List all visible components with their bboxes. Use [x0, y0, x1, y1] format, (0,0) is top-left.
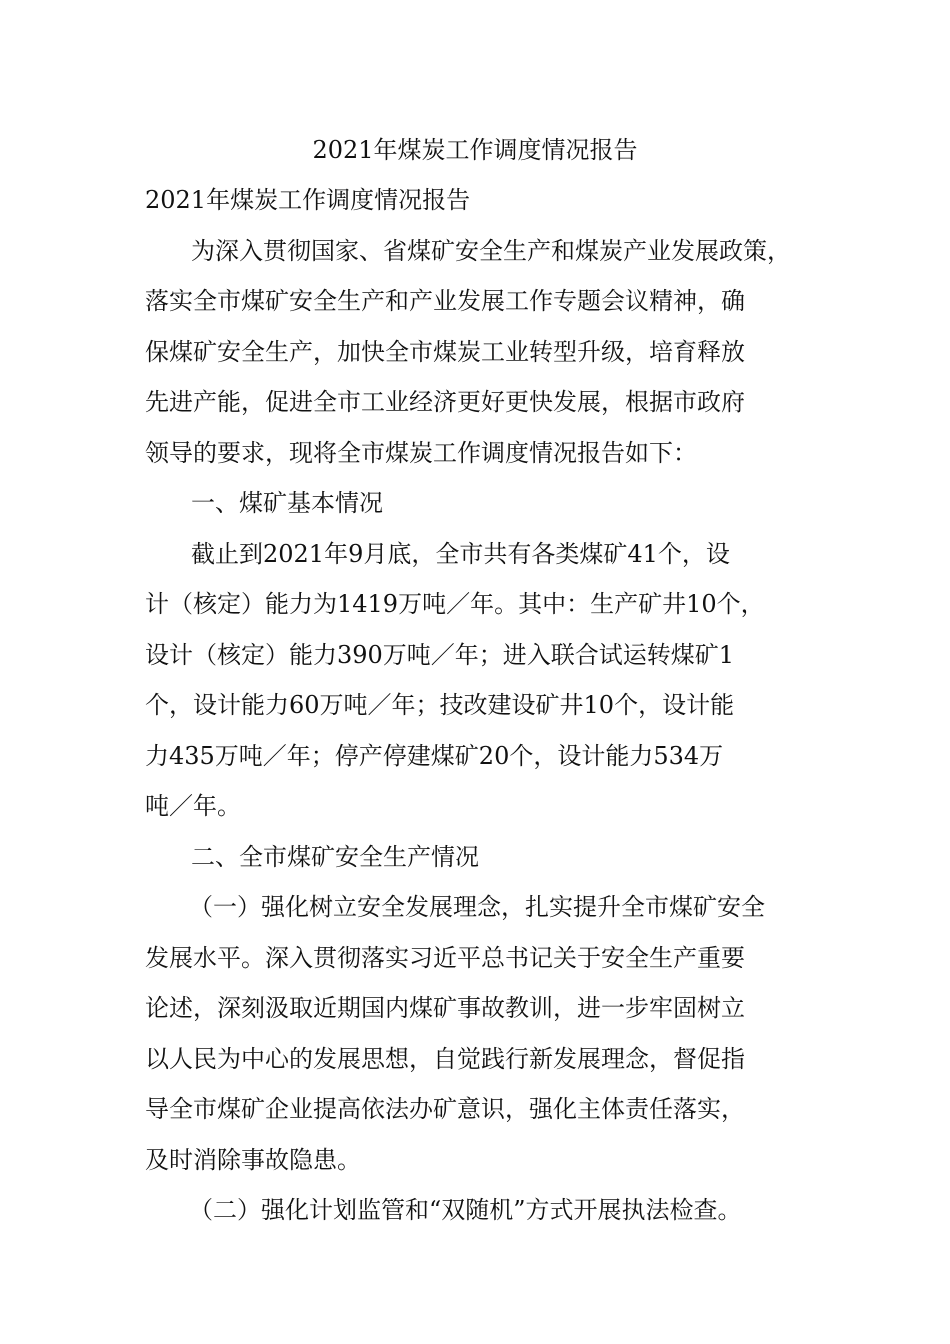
- paragraph-line: 吨／年。: [145, 792, 241, 820]
- paragraph-line: 设计（核定）能力390万吨／年；进入联合试运转煤矿1: [145, 640, 735, 669]
- paragraph-line: 个，设计能力60万吨／年；技改建设矿井10个，设计能: [145, 691, 735, 719]
- subsection-line: （一）强化树立安全发展理念，扎实提升全市煤矿安全: [189, 893, 765, 921]
- paragraph-line: 以人民为中心的发展思想，自觉践行新发展理念，督促指: [145, 1044, 745, 1073]
- paragraph-line: 力435万吨／年；停产停建煤矿20个，设计能力534万: [145, 741, 724, 770]
- paragraph-line: 先进产能，促进全市工业经济更好更快发展，根据市政府: [145, 388, 745, 416]
- paragraph-line: 截止到2021年9月底，全市共有各类煤矿41个，设: [191, 539, 730, 568]
- subtitle-line: 2021年煤炭工作调度情况报告: [145, 186, 471, 214]
- paragraph-line: 发展水平。深入贯彻落实习近平总书记关于安全生产重要: [145, 943, 745, 972]
- paragraph-line: 保煤矿安全生产，加快全市煤炭工业转型升级，培育释放: [145, 337, 745, 366]
- paragraph-line: 为深入贯彻国家、省煤矿安全生产和煤炭产业发展政策，: [191, 236, 791, 265]
- paragraph-line: 论述，深刻汲取近期国内煤矿事故教训，进一步牢固树立: [145, 994, 745, 1022]
- paragraph-line: 导全市煤矿企业提高依法办矿意识，强化主体责任落实，: [145, 1095, 745, 1123]
- document-body: [145, 180, 815, 1241]
- section-heading: 一、煤矿基本情况: [191, 489, 383, 517]
- paragraph-line: 及时消除事故隐患。: [145, 1145, 361, 1174]
- paragraph-line: 落实全市煤矿安全生产和产业发展工作专题会议精神，确: [145, 287, 745, 315]
- document-title: 2021年煤炭工作调度情况报告: [312, 136, 638, 164]
- section-heading: 二、全市煤矿安全生产情况: [191, 842, 479, 871]
- subsection-line: （二）强化计划监管和“双随机”方式开展执法检查。: [189, 1196, 742, 1224]
- paragraph-line: 计（核定）能力为1419万吨／年。其中：生产矿井10个，: [145, 590, 765, 618]
- paragraph-line: 领导的要求，现将全市煤炭工作调度情况报告如下：: [145, 438, 697, 467]
